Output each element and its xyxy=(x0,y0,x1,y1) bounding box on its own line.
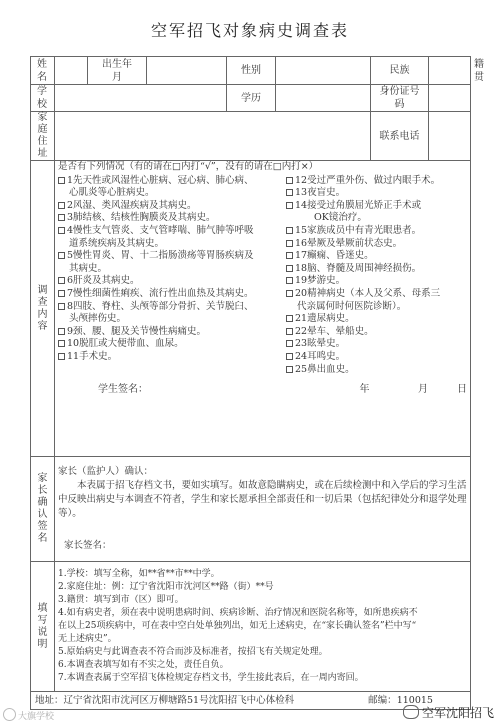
year-label: 年 xyxy=(359,384,370,396)
checkbox[interactable] xyxy=(286,189,293,196)
checkbox[interactable] xyxy=(286,340,293,347)
checkbox[interactable] xyxy=(286,240,293,247)
checklist-item[interactable]: 4慢性支气管炎、支气管哮喘、肺气肿等呼吸 xyxy=(58,225,284,238)
checklist-item-continued: 道系统疾病及其病史。 xyxy=(69,237,165,249)
school-field[interactable] xyxy=(55,85,227,112)
checkbox[interactable] xyxy=(58,202,65,209)
phone-label: 联系电话 xyxy=(371,112,429,161)
checkbox[interactable] xyxy=(286,277,293,284)
checkbox[interactable] xyxy=(58,252,65,259)
checklist-item[interactable]: 6肝炎及其病史。 xyxy=(58,275,284,288)
checkbox[interactable] xyxy=(58,290,65,297)
checklist-item[interactable]: 9颈、腰、腿及关节慢性病痛史。 xyxy=(58,326,284,339)
form-title: 空军招飞对象病史调查表 xyxy=(150,21,349,40)
notes-label: 填写说明 xyxy=(31,562,55,692)
ethnicity-label: 民族 xyxy=(371,57,429,85)
ethnicity-field[interactable] xyxy=(429,57,471,85)
watermark-right: 空军沈阳招飞 xyxy=(403,704,494,721)
camera-icon xyxy=(3,708,16,721)
footer xyxy=(0,701,500,725)
survey-content xyxy=(55,161,471,457)
checkbox[interactable] xyxy=(286,366,293,373)
checklist-item[interactable]: 25鼻出血史。 xyxy=(286,364,458,377)
birth-label: 出生年月 xyxy=(88,57,147,85)
wechat-icon xyxy=(403,705,419,719)
checklist-item[interactable]: 17癫痫、昏迷史。 xyxy=(286,250,458,263)
checkbox[interactable] xyxy=(58,340,65,347)
instruction-item: 5.原始病史与此调查表不符合而涉及标准者，按招飞有关规定处理。 xyxy=(58,646,328,657)
checkbox[interactable] xyxy=(286,353,293,360)
instructions-section xyxy=(55,562,471,692)
survey-instruction: 是否有下列情况（有的请在□内打“√”，没有的请在□内打×） xyxy=(58,161,319,172)
checklist-item[interactable]: 19梦游史。 xyxy=(286,275,458,288)
watermark-left: 大旗学校 xyxy=(3,708,54,722)
checkbox[interactable] xyxy=(58,177,65,184)
checklist-item[interactable]: 24耳鸣史。 xyxy=(286,351,458,364)
checkbox[interactable] xyxy=(58,214,65,221)
instruction-item: 3.籍贯：填写到市（区）即可。 xyxy=(58,595,184,606)
mailing-address-value: 辽宁省沈阳市沈河区万柳塘路51号沈阳招飞中心体检科 xyxy=(63,695,295,706)
checkbox[interactable] xyxy=(286,265,293,272)
address-field[interactable] xyxy=(55,112,371,161)
checkbox[interactable] xyxy=(286,328,293,335)
instruction-item: 4.如有病史者，须在表中说明患病时间、疾病诊断、治疗情况和医院名称等，如所患疾病不 xyxy=(58,608,418,619)
checkbox[interactable] xyxy=(58,328,65,335)
gender-label: 性别 xyxy=(227,57,276,85)
history-survey-table: 姓名 出生年月 性别 民族 籍贯 学校 学历 身份证号码 家庭住址 联系电话 调查内容 是否有下列情况（有的请在□内打“√”，没有的请在□内打×） 1先天性或风湿性心脏病、冠心病、肺心病、 心肌炎等心脏病史。 2风湿、类风湿疾病及其病史。 3肺结核、结核性胸膜炎及其病史。 4慢性支气管炎、支气管哮喘、肺气肿等呼吸 道系统疾病及其病史。 5慢性胃炎、胃、十二指肠溃疡等胃肠疾病及 其病史。 6肝炎及其病史。 7慢性细菌性痢疾、流行性出血热及其病史。 8四肢、脊柱、头颅等部分骨折、关节脱臼、 头颅摔伤史。 9颈、腰、腿及关节慢性病痛史。 10脱肛或大便带血、血尿。 11手术史。 12受过严重外伤、做过内眼手术。 13夜盲史。 14接受过角膜屈光矫正手术或 OK镜治疗。 15家族成员中有青光眼患者。 16晕厥及晕厥前状态史。 17癫痫、昏迷史。 18脑、脊髓及周围神经损伤。 19梦游史。 20精神病史（本人及父系、母系三 代亲属何时何医院诊断）。 21遗尿病史。 22晕车、晕船史。 23眩晕史。 24耳鸣史。 25鼻出血史。 学生签名： 年 月 日 家长确认签名 家长（监护人）确认： 本表属于招飞存档文书，要如实填写。如故意隐瞒病史，或在后续检测中和入学后的学习生活中反映出病史与本调查不符者，学生和家长愿承担全部责任和一切后果（包括纪律处分和退学处理等）。 家长签名： 填写说明 1.学校：填写全称，如**省**市**中学。 2.家庭住址：例：辽宁省沈阳市沈河区**路（街）**号 3.籍贯：填写到市（区）即可。 4.如有病史者，须在表中说明患病时间、疾病诊断、治疗情况和医院名称等，如所患疾病不 在以上25项疾病中，可在表中空白处单独列出，如无上述病史，在“家长确认签名”栏中写“ 无上述病史”。 5.原始病史与此调查表不符合而涉及标准者，按招飞有关规定处理。 6.本调查表填写如有不实之处，责任自负。 7.本调查表属于空军招飞体检规定存档文书，学生接此表后，在一周内寄回。 地址：辽宁省沈阳市沈河区万柳塘路51号沈阳招飞中心体检科 邮编：110015 xyxy=(30,56,471,710)
checklist-item[interactable]: 14接受过角膜屈光矫正手术或 xyxy=(286,200,458,213)
checklist-item[interactable]: 7慢性细菌性痢疾、流行性出血热及其病史。 xyxy=(58,288,284,301)
student-sign-label[interactable]: 学生签名： xyxy=(98,384,148,396)
student-signature-line xyxy=(58,384,467,397)
education-field[interactable] xyxy=(276,85,371,112)
checkbox[interactable] xyxy=(286,202,293,209)
survey-left-column xyxy=(58,175,284,377)
gender-field[interactable] xyxy=(276,57,371,85)
education-label: 学历 xyxy=(227,85,276,112)
checklist-item-continued: 头颅摔伤史。 xyxy=(69,313,127,325)
checklist-item[interactable]: 12受过严重外伤、做过内眼手术。 xyxy=(286,175,458,188)
checklist-item[interactable]: 3肺结核、结核性胸膜炎及其病史。 xyxy=(58,212,284,225)
checklist-item[interactable]: 20精神病史（本人及父系、母系三 xyxy=(286,288,458,301)
parent-confirm-heading: 家长（监护人）确认： xyxy=(58,466,154,477)
checklist-item[interactable]: 15家族成员中有青光眼患者。 xyxy=(286,225,458,238)
instruction-item: 1.学校：填写全称，如**省**市**中学。 xyxy=(58,569,220,580)
checklist-item[interactable]: 11手术史。 xyxy=(58,351,284,364)
checkbox[interactable] xyxy=(286,290,293,297)
checkbox[interactable] xyxy=(286,227,293,234)
checklist-item[interactable]: 1先天性或风湿性心脏病、冠心病、肺心病、 xyxy=(58,175,284,188)
postcode-value: 110015 xyxy=(396,695,433,706)
name-label: 姓名 xyxy=(31,57,55,85)
checklist-item-continued: 代亲属何时何医院诊断）。 xyxy=(297,300,407,312)
postcode-label: 邮编： xyxy=(368,695,397,706)
checklist-item[interactable]: 21遗尿病史。 xyxy=(286,313,458,326)
birth-field[interactable] xyxy=(147,57,227,85)
checkbox[interactable] xyxy=(58,227,65,234)
mailing-address-label: 地址： xyxy=(35,695,64,706)
parent-section xyxy=(55,457,471,562)
survey-right-column xyxy=(284,175,458,377)
checklist-item[interactable]: 23眩晕史。 xyxy=(286,338,458,351)
checklist-item-continued: 心肌炎等心脏病史。 xyxy=(69,187,155,199)
name-field[interactable] xyxy=(55,57,88,85)
checklist-item[interactable]: 10脱肛或大便带血、血尿。 xyxy=(58,338,284,351)
parent-label: 家长确认签名 xyxy=(31,457,55,562)
checklist-item-continued: 其病史。 xyxy=(69,262,108,274)
checklist-item[interactable]: 2风湿、类风湿疾病及其病史。 xyxy=(58,200,284,213)
checklist-item-continued: OK镜治疗。 xyxy=(314,212,367,224)
month-label: 月 xyxy=(417,384,428,396)
school-label: 学校 xyxy=(31,85,55,112)
id-number-field[interactable] xyxy=(429,85,471,112)
checkbox[interactable] xyxy=(58,303,65,310)
id-number-label: 身份证号码 xyxy=(371,85,429,112)
instruction-item: 在以上25项疾病中，可在表中空白处单独列出，如无上述病史，在“家长确认签名”栏中写“ xyxy=(58,621,417,632)
parent-statement: 本表属于招飞存档文书，要如实填写。如故意隐瞒病史，或在后续检测中和入学后的学习生活中反映出病史与本调查不符者，学生和家长愿承担全部责任和一切后果（包括纪律处分和退学处理等）。 xyxy=(58,480,467,519)
checkbox[interactable] xyxy=(286,252,293,259)
instruction-item: 无上述病史”。 xyxy=(58,633,117,644)
checklist-item[interactable]: 22晕车、晕船史。 xyxy=(286,326,458,339)
checklist-item[interactable]: 18脑、脊髓及周围神经损伤。 xyxy=(286,263,458,276)
address-label: 家庭住址 xyxy=(31,112,55,161)
checkbox[interactable] xyxy=(58,277,65,284)
phone-field[interactable] xyxy=(429,112,471,161)
checkbox[interactable] xyxy=(286,177,293,184)
instruction-item: 2.家庭住址：例：辽宁省沈阳市沈河区**路（街）**号 xyxy=(58,582,274,593)
day-label: 日 xyxy=(457,384,467,396)
survey-label: 调查内容 xyxy=(31,161,55,457)
checklist-item[interactable]: 5慢性胃炎、胃、十二指肠溃疡等胃肠疾病及 xyxy=(58,250,284,263)
checkbox[interactable] xyxy=(286,315,293,322)
checklist-item[interactable]: 13夜盲史。 xyxy=(286,187,458,200)
parent-sign-label[interactable]: 家长签名： xyxy=(64,540,112,551)
instruction-item: 7.本调查表属于空军招飞体检规定存档文书，学生接此表后，在一周内寄回。 xyxy=(58,672,364,683)
checkbox[interactable] xyxy=(58,353,65,360)
checklist-item[interactable]: 16晕厥及晕厥前状态史。 xyxy=(286,238,458,251)
checklist-item[interactable]: 8四肢、脊柱、头颅等部分骨折、关节脱臼、 xyxy=(58,301,284,314)
instruction-item: 6.本调查表填写如有不实之处，责任自负。 xyxy=(58,659,229,670)
